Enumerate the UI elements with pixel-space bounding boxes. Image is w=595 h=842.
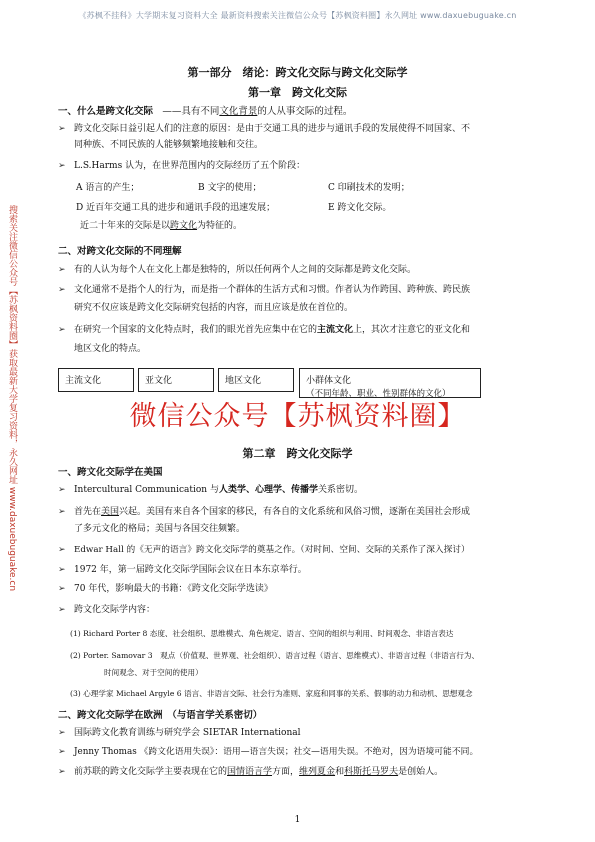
paragraph: 70 年代，影响最大的书籍：《跨文化交际学选读》 — [74, 584, 273, 594]
paragraph: Edwar Hall 的《无声的语言》跨文化交际学的奠基之作。（对时间、空间、交际的关系作了深入探讨） — [74, 545, 470, 555]
stage-d: D 近百年交通工具的进步和通讯手段的迅速发展； — [76, 203, 276, 213]
paragraph: 跨文化交际日益引起人们的注意的原因：是由于交通工具的进步与通讯手段的发展使得不同国家、不 — [74, 124, 471, 134]
text-span: 兴起。美国有来自各个国家的移民，有各自的文化系统和风俗习惯，逐渐在美国社会形成 — [119, 507, 471, 517]
paragraph: 有的人认为每个人在文化上都是独特的，所以任何两个人之间的交际都是跨文化交际。 — [74, 265, 417, 275]
culture-box-mainstream: 主流文化 — [58, 368, 134, 392]
section-2-heading: 二、对跨文化交际的不同理解 — [58, 246, 182, 257]
bullet-icon: ➢ — [58, 605, 66, 615]
text-span: 首先在 — [74, 507, 102, 517]
paragraph: 地区文化的特点。 — [74, 344, 147, 354]
bullet-icon: ➢ — [58, 485, 66, 495]
text-span: 和 — [335, 767, 345, 777]
paragraph: Jenny Thomas 《跨文化语用失误》：语用—语言失误；社交—语用失误。不绝对，因为语境可能不同。 — [74, 747, 479, 757]
culture-box-small-group-note: （不同年龄、职业、性别群体的文化） — [306, 389, 451, 399]
paragraph: 同种族、不同民族的人能够频繁地接触和交往。 — [74, 140, 264, 150]
section-1-heading-dash: ——具有不同 — [162, 106, 220, 117]
bullet-icon: ➢ — [58, 124, 66, 134]
stage-e: E 跨文化交际。 — [328, 203, 392, 213]
watermark-banner: 微信公众号【苏枫资料圈】 — [129, 401, 466, 432]
bullet-icon: ➢ — [58, 325, 66, 335]
bullet-icon: ➢ — [58, 545, 66, 555]
paragraph: 研究不仅应该是跨文化交际研究包括的内容，而且应该是放在首位的。 — [74, 303, 354, 313]
paragraph: 国际跨文化教育训练与研究学会 SIETAR International — [74, 728, 301, 738]
paragraph — [80, 220, 242, 233]
chapter-1-title: 第一章 跨文化交际 — [248, 86, 347, 99]
bullet-icon: ➢ — [58, 584, 66, 594]
content-item-2: (2) Porter. Samovar 3 观点（价值观、世界观、社会组织）、语言过程（语言、思维模式）、非语言过程（非语言行为、 — [70, 651, 480, 660]
side-watermark-text: 搜索关注微信公众号【苏枫资料圈】获取最新大学复习资料，永久网址 www.daxuebuguake.cn — [7, 205, 17, 592]
text-span: 方面， — [272, 767, 300, 777]
section-1-heading — [58, 103, 352, 117]
document-title: 第一部分 绪论：跨文化交际与跨文化交际学 — [187, 66, 408, 79]
culture-box-subculture: 亚文化 — [138, 368, 214, 392]
bold-term: 人类学、心理学、传播学 — [218, 485, 318, 495]
stage-c: C 印刷技术的发明； — [328, 183, 410, 193]
section-4-heading: 二、跨文化交际学在欧洲 （与语言学关系密切） — [58, 710, 263, 721]
paragraph: 了多元文化的格局；美国与各国交往频繁。 — [74, 524, 246, 534]
text-span: 是创始人。 — [398, 767, 444, 777]
chapter-2-title: 第二章 跨文化交际学 — [242, 447, 353, 460]
underlined-term: 维列夏金 — [299, 767, 336, 777]
paragraph: 文化通常不是指个人的行为，而是指一个群体的生活方式和习惯。作者认为作跨国、跨种族、跨民族 — [74, 285, 471, 295]
culture-box-small-group-label: 小群体文化 — [306, 376, 352, 386]
text-span: 关系密切。 — [317, 485, 363, 495]
paragraph — [74, 324, 470, 337]
stage-a: A 语言的产生； — [76, 183, 140, 193]
culture-box-regional: 地区文化 — [218, 368, 294, 392]
paragraph — [74, 766, 443, 779]
bullet-icon: ➢ — [58, 728, 66, 738]
bullet-icon: ➢ — [58, 161, 66, 171]
paragraph — [74, 484, 363, 497]
bullet-icon: ➢ — [58, 285, 66, 295]
paragraph — [74, 506, 470, 519]
text-span: Intercultural Communication 与 — [74, 485, 219, 495]
text-span: 上，其次才注意它的亚文化和 — [353, 325, 471, 335]
paragraph: 1972 年，第一届跨文化交际学国际会议在日本东京举行。 — [74, 565, 307, 575]
underlined-term: 美国 — [101, 507, 120, 517]
text-span: 在研究一个国家的文化特点时，我们的眼光首先应集中在它的 — [74, 325, 318, 335]
bullet-icon: ➢ — [58, 565, 66, 575]
stage-b: B 文字的使用； — [198, 183, 262, 193]
content-item-2-cont: 时间观念、对于空间的使用） — [104, 668, 203, 677]
bullet-icon: ➢ — [58, 747, 66, 757]
text-span: 为特征的。 — [197, 221, 243, 231]
text-span: 前苏联的跨文化交际学主要表现在它的 — [74, 767, 228, 777]
underlined-term: 科斯托马罗夫 — [344, 767, 399, 777]
paragraph: 跨文化交际学内容： — [74, 605, 156, 615]
page-number: 1 — [294, 815, 301, 825]
section-1-heading-rest: 的人从事交际的过程。 — [257, 106, 353, 117]
page-header: 《苏枫不挂科》大学期末复习资料大全 最新资料搜索关注微信公众号【苏枫资料圈】永久网址 www.daxuebuguake.cn — [78, 11, 517, 20]
underlined-term: 国情语言学 — [227, 767, 273, 777]
section-3-heading: 一、跨文化交际学在美国 — [58, 467, 163, 478]
section-1-heading-underlined: 文化背景 — [219, 106, 258, 117]
bullet-icon: ➢ — [58, 265, 66, 275]
content-item-1: (1) Richard Porter 8 态度、社会组织、思维模式、角色规定、语言、空间的组织与利用、时间观念、非语言表达 — [70, 629, 454, 638]
bullet-icon: ➢ — [58, 767, 66, 777]
paragraph: L.S.Harms 认为，在世界范围内的交际经历了五个阶段： — [74, 161, 306, 171]
bold-term: 主流文化 — [317, 325, 354, 335]
content-item-3: (3) 心理学家 Michael Argyle 6 语言、非语言交际、社会行为准则、家庭和同事的关系、假事的动力和动机、思想观念 — [70, 689, 473, 698]
bullet-icon: ➢ — [58, 507, 66, 517]
section-1-heading-bold: 一、什么是跨文化交际 — [58, 106, 154, 117]
text-span: 近二十年来的交际是以 — [80, 221, 171, 231]
underlined-term: 跨文化 — [170, 221, 198, 231]
